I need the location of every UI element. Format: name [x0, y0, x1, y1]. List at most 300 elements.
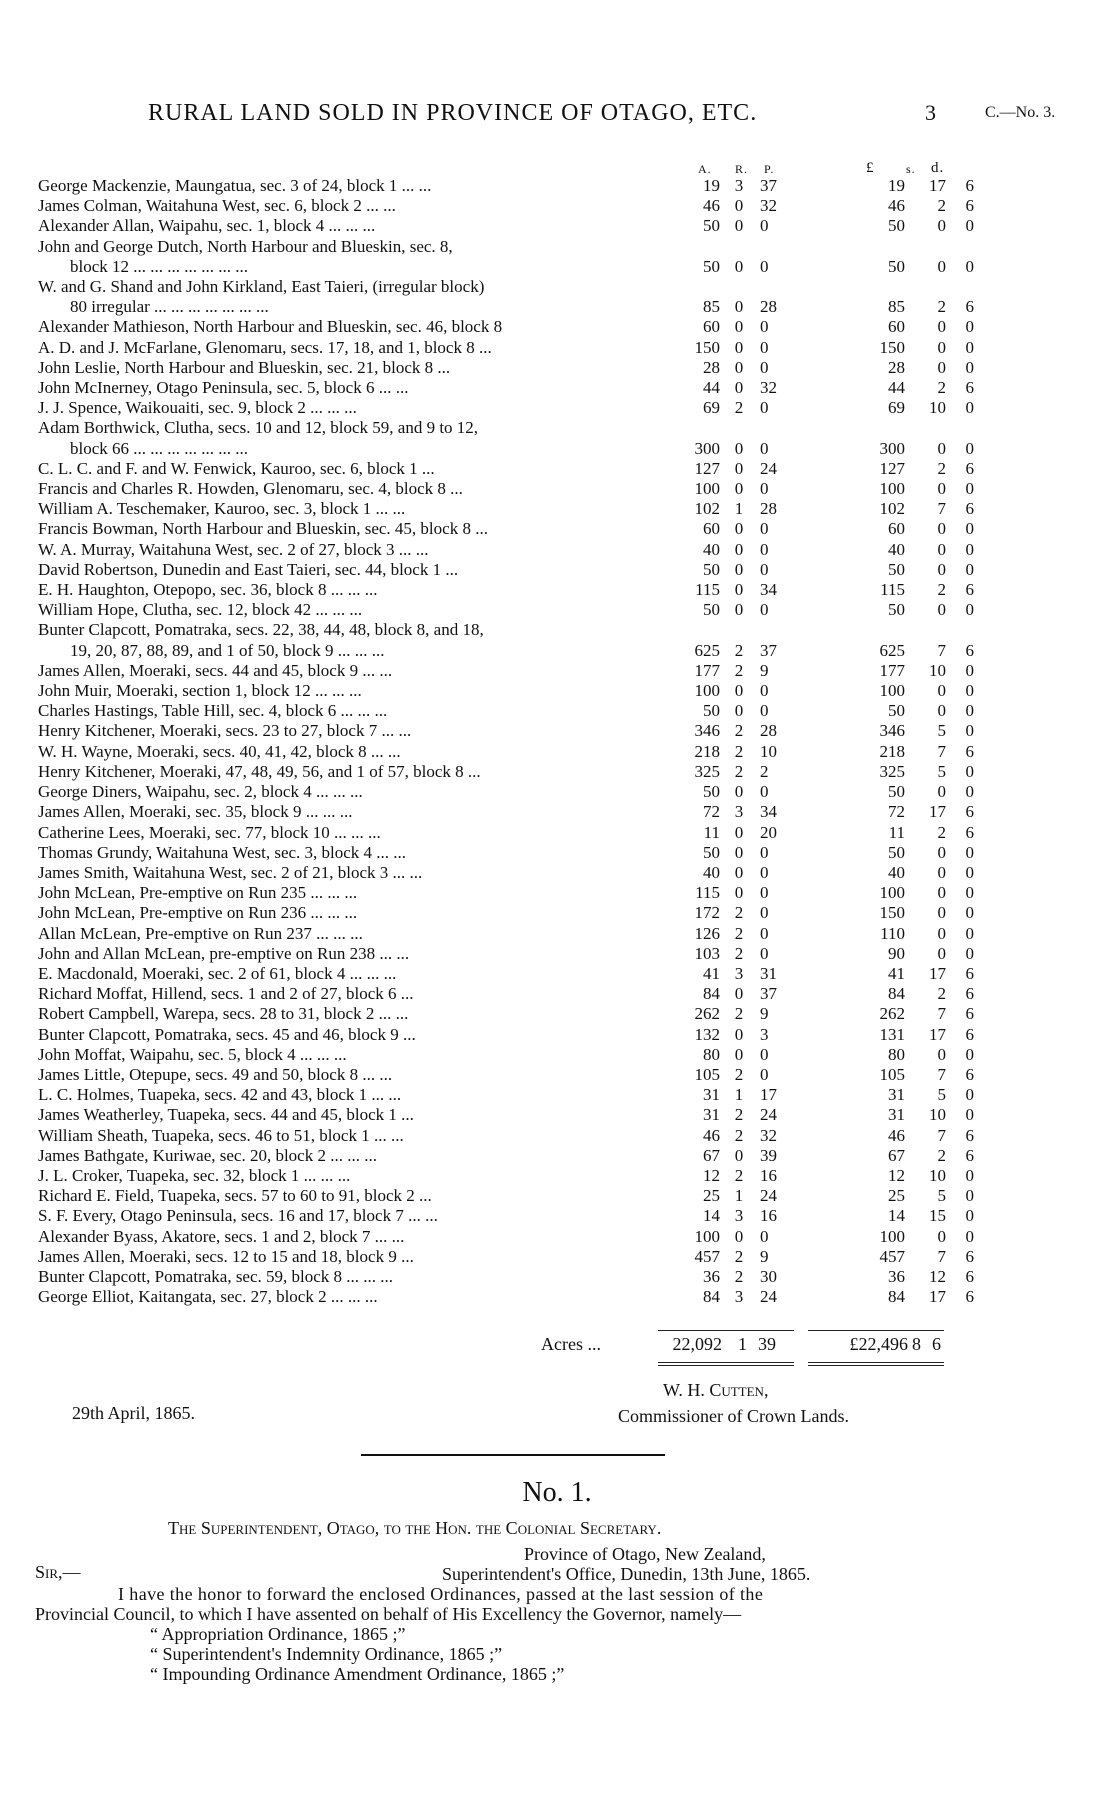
area-roods: 3	[734, 176, 744, 195]
area-acres: 44	[703, 378, 720, 398]
price-shillings: 2	[937, 822, 946, 842]
price-pence: 6	[965, 378, 974, 398]
table-row	[0, 661, 1114, 681]
area-roods: 2	[734, 1125, 744, 1145]
price-pence: 0	[965, 1186, 974, 1206]
area-perches: 10	[760, 741, 777, 761]
letter-from-to: The Superintendent, Otago, to the Hon. the Colonial Secretary.	[168, 1518, 662, 1538]
price-pounds: 105	[879, 1064, 905, 1084]
price-shillings: 0	[937, 681, 946, 701]
area-acres: 103	[694, 943, 720, 963]
holder-description: Catherine Lees, Moeraki, sec. 77, block 10 ... ... ...	[38, 822, 381, 842]
price-pounds: 25	[888, 1186, 905, 1206]
area-acres: 36	[703, 1266, 720, 1286]
area-acres: 28	[703, 357, 720, 377]
area-perches: 0	[760, 681, 769, 701]
area-acres: 218	[694, 741, 720, 761]
holder-description: Bunter Clapcott, Pomatraka, secs. 45 and 46, block 9 ...	[38, 1024, 416, 1044]
area-perches: 34	[760, 802, 777, 822]
holder-description: David Robertson, Dunedin and East Taieri, sec. 44, block 1 ...	[38, 559, 459, 579]
area-perches: 0	[760, 943, 769, 963]
price-pounds: 131	[879, 1024, 905, 1044]
price-pounds: 115	[880, 580, 905, 600]
letter-salutation: Sir,—	[35, 1562, 81, 1582]
holder-description: Thomas Grundy, Waitahuna West, sec. 3, block 4 ... ...	[38, 842, 407, 862]
area-acres: 60	[703, 519, 720, 539]
area-acres: 11	[703, 822, 720, 842]
holder-description: W. H. Wayne, Moeraki, secs. 40, 41, 42, block 8 ... ...	[38, 741, 401, 761]
area-roods: 2	[734, 943, 744, 963]
area-roods: 0	[734, 701, 744, 721]
price-pence: 6	[965, 499, 974, 519]
letter-body-line-1: I have the honor to forward the enclosed Ordinances, passed at the last session of the	[118, 1584, 764, 1604]
price-pence: 6	[965, 802, 974, 822]
price-pounds: 60	[888, 519, 905, 539]
price-shillings: 0	[937, 903, 946, 923]
area-acres: 12	[703, 1165, 720, 1185]
price-pounds: 19	[888, 176, 905, 195]
price-pence: 0	[965, 1105, 974, 1125]
price-pence: 6	[965, 640, 974, 660]
area-acres: 31	[703, 1085, 720, 1105]
holder-description: J. L. Croker, Tuapeka, sec. 32, block 1 ... ... ...	[38, 1165, 351, 1185]
holder-description: John Muir, Moeraki, section 1, block 12 ... ... ...	[38, 681, 362, 701]
price-shillings: 0	[937, 357, 946, 377]
total-pence: 6	[932, 1334, 941, 1354]
holder-description: John Leslie, North Harbour and Blueskin, sec. 21, block 8 ...	[38, 357, 451, 377]
holder-description: L. C. Holmes, Tuapeka, secs. 42 and 43, block 1 ... ...	[38, 1085, 402, 1105]
holder-description: Charles Hastings, Table Hill, sec. 4, block 6 ... ... ...	[38, 701, 388, 721]
table-row	[0, 297, 1114, 317]
price-pounds: 31	[888, 1105, 905, 1125]
area-acres: 102	[694, 499, 720, 519]
price-pence: 0	[965, 1165, 974, 1185]
price-shillings: 2	[937, 378, 946, 398]
table-row	[0, 903, 1114, 923]
area-roods: 2	[734, 741, 744, 761]
area-roods: 2	[734, 1004, 744, 1024]
price-pounds: 41	[888, 963, 905, 983]
table-row	[0, 863, 1114, 883]
area-acres: 50	[703, 256, 720, 276]
area-roods: 2	[734, 398, 744, 418]
total-perches: 39	[758, 1334, 776, 1354]
price-pounds: 50	[888, 782, 905, 802]
area-perches: 16	[760, 1206, 777, 1226]
area-perches: 24	[760, 458, 777, 478]
price-shillings: 0	[937, 1044, 946, 1064]
holder-description: Robert Campbell, Warepa, secs. 28 to 31, block 2 ... ...	[38, 1004, 409, 1024]
holder-description: John McInerney, Otago Peninsula, sec. 5, block 6 ... ...	[38, 378, 409, 398]
price-pounds: 50	[888, 256, 905, 276]
area-roods: 0	[734, 479, 744, 499]
area-roods: 2	[734, 660, 744, 680]
price-shillings: 0	[937, 256, 946, 276]
price-pounds: 40	[888, 539, 905, 559]
area-acres: 46	[703, 1125, 720, 1145]
area-roods: 0	[734, 337, 744, 357]
table-row	[0, 1146, 1114, 1166]
price-pounds: 50	[888, 701, 905, 721]
table-row	[0, 600, 1114, 620]
table-row	[0, 1186, 1114, 1206]
area-roods: 0	[734, 196, 744, 216]
area-roods: 0	[734, 438, 744, 458]
letter-number: No. 1.	[522, 1477, 592, 1508]
area-acres: 457	[694, 1246, 720, 1266]
price-shillings: 17	[929, 802, 946, 822]
price-shillings: 0	[937, 438, 946, 458]
area-roods: 0	[734, 458, 744, 478]
totals-row	[0, 1334, 1114, 1356]
area-roods: 0	[734, 297, 744, 317]
price-pence: 6	[965, 1266, 974, 1286]
table-row	[0, 1247, 1114, 1267]
area-acres: 100	[694, 479, 720, 499]
area-acres: 40	[703, 539, 720, 559]
price-pence: 6	[965, 458, 974, 478]
area-acres: 25	[703, 1186, 720, 1206]
acres-total-rule-bottom	[658, 1362, 794, 1363]
area-perches: 9	[760, 1246, 769, 1266]
area-acres: 84	[703, 984, 720, 1004]
holder-description: Adam Borthwick, Clutha, secs. 10 and 12, block 59, and 9 to 12,	[38, 418, 479, 438]
table-row	[0, 196, 1114, 216]
letter-body-line-2: Provincial Council, to which I have assented on behalf of His Excellency the Governor, namely—	[35, 1604, 742, 1624]
area-perches: 0	[760, 903, 769, 923]
area-perches: 24	[760, 1186, 777, 1206]
area-roods: 0	[734, 782, 744, 802]
holder-description: George Diners, Waipahu, sec. 2, block 4 ... ... ...	[38, 782, 363, 802]
price-shillings: 0	[937, 701, 946, 721]
area-perches: 0	[760, 357, 769, 377]
price-shillings: 0	[937, 923, 946, 943]
price-pounds: 300	[879, 438, 905, 458]
holder-description: Alexander Allan, Waipahu, sec. 1, block 4 ... ... ...	[38, 216, 376, 236]
area-acres: 41	[703, 963, 720, 983]
area-perches: 0	[760, 438, 769, 458]
price-pence: 0	[965, 1206, 974, 1226]
price-pounds: 90	[888, 943, 905, 963]
holder-description: E. Macdonald, Moeraki, sec. 2 of 61, block 4 ... ... ...	[38, 963, 397, 983]
area-perches: 0	[760, 883, 769, 903]
table-row	[0, 802, 1114, 822]
table-row	[0, 1126, 1114, 1146]
area-perches: 32	[760, 1125, 777, 1145]
holder-description: Bunter Clapcott, Pomatraka, sec. 59, block 8 ... ... ...	[38, 1266, 394, 1286]
holder-description: William Hope, Clutha, sec. 12, block 42 ... ... ...	[38, 600, 363, 620]
price-pounds: 14	[888, 1206, 905, 1226]
area-acres: 127	[694, 458, 720, 478]
table-row	[0, 823, 1114, 843]
area-perches: 0	[760, 782, 769, 802]
price-pence: 0	[965, 761, 974, 781]
price-pounds: 84	[888, 1287, 905, 1307]
price-pounds: 44	[888, 378, 905, 398]
price-shillings: 2	[937, 458, 946, 478]
price-pounds: 36	[888, 1266, 905, 1286]
area-acres: 126	[694, 923, 720, 943]
table-row	[0, 580, 1114, 600]
price-shillings: 0	[937, 943, 946, 963]
page-header	[0, 100, 1114, 130]
price-pence: 6	[965, 1064, 974, 1084]
price-shillings: 0	[937, 317, 946, 337]
holder-description: 80 irregular ... ... ... ... ... ... ...	[70, 297, 269, 317]
price-pence: 6	[965, 1145, 974, 1165]
area-perches: 9	[760, 660, 769, 680]
area-roods: 0	[734, 539, 744, 559]
area-roods: 0	[734, 357, 744, 377]
area-acres: 325	[694, 761, 720, 781]
price-shillings: 0	[937, 782, 946, 802]
price-pence: 0	[965, 600, 974, 620]
price-pence: 0	[965, 701, 974, 721]
area-perches: 0	[760, 317, 769, 337]
price-pounds: 50	[888, 216, 905, 236]
price-pence: 6	[965, 1287, 974, 1307]
price-pence: 0	[965, 842, 974, 862]
table-row	[0, 1065, 1114, 1085]
price-pence: 6	[965, 963, 974, 983]
holder-description: 19, 20, 87, 88, 89, and 1 of 50, block 9 ... ... ...	[70, 640, 385, 660]
total-pounds: £22,496	[849, 1334, 908, 1354]
price-pounds: 31	[888, 1085, 905, 1105]
area-roods: 0	[734, 681, 744, 701]
holder-description: A. D. and J. McFarlane, Glenomaru, secs. 17, 18, and 1, block 8 ...	[38, 337, 492, 357]
price-pence: 0	[965, 256, 974, 276]
price-pounds: 100	[879, 479, 905, 499]
holder-description: John Moffat, Waipahu, sec. 5, block 4 ... ... ...	[38, 1044, 347, 1064]
price-pounds: 85	[888, 297, 905, 317]
holder-description: Alexander Byass, Akatore, secs. 1 and 2, block 7 ... ...	[38, 1226, 405, 1246]
price-pounds: 84	[888, 984, 905, 1004]
letter-office-date: Superintendent's Office, Dunedin, 13th June, 1865.	[442, 1564, 811, 1584]
totals-label: Acres ...	[541, 1334, 601, 1354]
price-pence: 0	[965, 681, 974, 701]
area-acres: 50	[703, 216, 720, 236]
price-pounds: 12	[888, 1165, 905, 1185]
table-row	[0, 1227, 1114, 1247]
price-pounds: 110	[880, 923, 905, 943]
area-acres: 14	[703, 1206, 720, 1226]
holder-description: Henry Kitchener, Moeraki, 47, 48, 49, 56, and 1 of 57, block 8 ...	[38, 761, 481, 781]
area-roods: 0	[734, 1044, 744, 1064]
area-acres: 40	[703, 862, 720, 882]
price-pounds: 46	[888, 196, 905, 216]
price-pence: 0	[965, 883, 974, 903]
holder-description: Allan McLean, Pre-emptive on Run 237 ... ... ...	[38, 923, 363, 943]
area-roods: 2	[734, 1064, 744, 1084]
price-pence: 0	[965, 357, 974, 377]
table-row	[0, 176, 1114, 196]
price-pounds: 262	[879, 1004, 905, 1024]
money-total-rule-bottom	[808, 1362, 944, 1363]
area-acres: 46	[703, 196, 720, 216]
holder-description: John and George Dutch, North Harbour and Blueskin, sec. 8,	[38, 236, 453, 256]
holder-description: James Weatherley, Tuapeka, secs. 44 and 45, block 1 ...	[38, 1105, 414, 1125]
holder-description: James Allen, Moeraki, sec. 35, block 9 ... ... ...	[38, 802, 353, 822]
area-perches: 0	[760, 337, 769, 357]
table-row	[0, 843, 1114, 863]
price-pence: 0	[965, 398, 974, 418]
holder-description: John McLean, Pre-emptive on Run 235 ... ... ...	[38, 883, 358, 903]
area-perches: 28	[760, 297, 777, 317]
area-roods: 0	[734, 559, 744, 579]
area-roods: 2	[734, 721, 744, 741]
holder-description: James Allen, Moeraki, secs. 12 to 15 and 18, block 9 ...	[38, 1246, 414, 1266]
area-acres: 67	[703, 1145, 720, 1165]
area-roods: 0	[734, 822, 744, 842]
price-pounds: 100	[879, 883, 905, 903]
area-acres: 300	[694, 438, 720, 458]
price-pounds: 102	[879, 499, 905, 519]
area-perches: 9	[760, 1004, 769, 1024]
area-acres: 177	[694, 660, 720, 680]
price-shillings: 0	[937, 1226, 946, 1246]
price-pence: 0	[965, 337, 974, 357]
area-roods: 2	[734, 923, 744, 943]
price-pounds: 346	[879, 721, 905, 741]
table-row	[0, 1085, 1114, 1105]
area-perches: 0	[760, 1064, 769, 1084]
price-shillings: 0	[937, 479, 946, 499]
page-title: RURAL LAND SOLD IN PROVINCE OF OTAGO, ETC.	[148, 100, 758, 126]
area-perches: 0	[760, 479, 769, 499]
price-shillings: 7	[937, 1004, 946, 1024]
price-pounds: 100	[879, 1226, 905, 1246]
money-total-rule-bottom-2	[808, 1365, 944, 1366]
area-acres: 100	[694, 681, 720, 701]
price-shillings: 7	[937, 1125, 946, 1145]
area-roods: 0	[734, 1226, 744, 1246]
price-shillings: 7	[937, 1064, 946, 1084]
area-perches: 0	[760, 842, 769, 862]
total-shillings: 8	[912, 1334, 921, 1354]
area-roods: 0	[734, 256, 744, 276]
holder-description: Alexander Mathieson, North Harbour and Blueskin, sec. 46, block 8	[38, 317, 503, 337]
holder-description: C. L. C. and F. and W. Fenwick, Kauroo, sec. 6, block 1 ...	[38, 458, 435, 478]
area-acres: 132	[694, 1024, 720, 1044]
document-reference: C.—No. 3.	[985, 104, 1056, 121]
area-acres: 172	[694, 903, 720, 923]
price-shillings: 0	[937, 519, 946, 539]
price-shillings: 2	[937, 580, 946, 600]
area-roods: 2	[734, 761, 744, 781]
area-roods: 2	[734, 1266, 744, 1286]
table-row	[0, 782, 1114, 802]
table-row	[0, 358, 1114, 378]
table-row	[0, 620, 1114, 640]
holder-description: Bunter Clapcott, Pomatraka, secs. 22, 38, 44, 48, block 8, and 18,	[38, 620, 484, 640]
area-roods: 0	[734, 600, 744, 620]
price-pence: 6	[965, 580, 974, 600]
table-row	[0, 257, 1114, 277]
table-row	[0, 560, 1114, 580]
price-shillings: 7	[937, 640, 946, 660]
ordinance-item: “ Appropriation Ordinance, 1865 ;”	[150, 1624, 406, 1644]
price-pounds: 100	[879, 681, 905, 701]
area-perches: 17	[760, 1085, 777, 1105]
section-divider	[361, 1454, 665, 1456]
area-acres: 50	[703, 559, 720, 579]
price-pence: 0	[965, 721, 974, 741]
holder-description: Richard Moffat, Hillend, secs. 1 and 2 of 27, block 6 ...	[38, 984, 414, 1004]
area-acres: 150	[694, 337, 720, 357]
table-row	[0, 459, 1114, 479]
area-acres: 50	[703, 782, 720, 802]
price-shillings: 0	[937, 842, 946, 862]
price-pounds: 50	[888, 600, 905, 620]
area-perches: 0	[760, 539, 769, 559]
price-pence: 0	[965, 539, 974, 559]
price-pounds: 50	[888, 842, 905, 862]
price-pence: 0	[965, 923, 974, 943]
table-row	[0, 742, 1114, 762]
table-row	[0, 479, 1114, 499]
table-row	[0, 1206, 1114, 1226]
acres-total-rule-top	[658, 1330, 794, 1331]
area-acres: 105	[694, 1064, 720, 1084]
holder-description: Henry Kitchener, Moeraki, secs. 23 to 27, block 7 ... ...	[38, 721, 412, 741]
price-shillings: 2	[937, 1145, 946, 1165]
area-perches: 0	[760, 1226, 769, 1246]
area-acres: 346	[694, 721, 720, 741]
table-row	[0, 1166, 1114, 1186]
ordinance-item: “ Superintendent's Indemnity Ordinance, 1865 ;”	[150, 1644, 503, 1664]
area-roods: 0	[734, 378, 744, 398]
table-row	[0, 641, 1114, 661]
price-pounds: 625	[879, 640, 905, 660]
table-row	[0, 701, 1114, 721]
holder-description: William Sheath, Tuapeka, secs. 46 to 51, block 1 ... ...	[38, 1125, 404, 1145]
holder-description: John and Allan McLean, pre-emptive on Run 238 ... ...	[38, 943, 410, 963]
area-perches: 28	[760, 499, 777, 519]
area-acres: 69	[703, 398, 720, 418]
acres-total-rule-bottom-2	[658, 1365, 794, 1366]
area-perches: 37	[760, 640, 777, 660]
signer-name: W. H. Cutten,	[663, 1380, 769, 1400]
area-perches: 37	[760, 984, 777, 1004]
holder-description: Francis and Charles R. Howden, Glenomaru, sec. 4, block 8 ...	[38, 479, 463, 499]
price-pence: 6	[965, 1125, 974, 1145]
land-sales-table	[0, 176, 1114, 1307]
col-perches: P.	[764, 162, 775, 176]
price-shillings: 7	[937, 741, 946, 761]
holder-description: W. A. Murray, Waitahuna West, sec. 2 of 27, block 3 ... ...	[38, 539, 429, 559]
area-roods: 2	[734, 1246, 744, 1266]
table-row	[0, 540, 1114, 560]
col-pounds: £	[866, 160, 875, 176]
price-pence: 0	[965, 782, 974, 802]
table-row	[0, 1045, 1114, 1065]
holder-description: James Bathgate, Kuriwae, sec. 20, block 2 ... ... ...	[38, 1145, 377, 1165]
area-perches: 28	[760, 721, 777, 741]
table-row	[0, 721, 1114, 741]
price-pence: 0	[965, 1226, 974, 1246]
holder-description: E. H. Haughton, Otepopo, sec. 36, block 8 ... ... ...	[38, 580, 378, 600]
area-roods: 0	[734, 842, 744, 862]
price-shillings: 0	[937, 600, 946, 620]
area-roods: 2	[734, 1105, 744, 1125]
price-pence: 0	[965, 559, 974, 579]
price-pence: 0	[965, 660, 974, 680]
area-perches: 3	[760, 1024, 769, 1044]
area-acres: 262	[694, 1004, 720, 1024]
price-pence: 6	[965, 1004, 974, 1024]
area-perches: 0	[760, 216, 769, 236]
report-date: 29th April, 1865.	[72, 1403, 196, 1423]
